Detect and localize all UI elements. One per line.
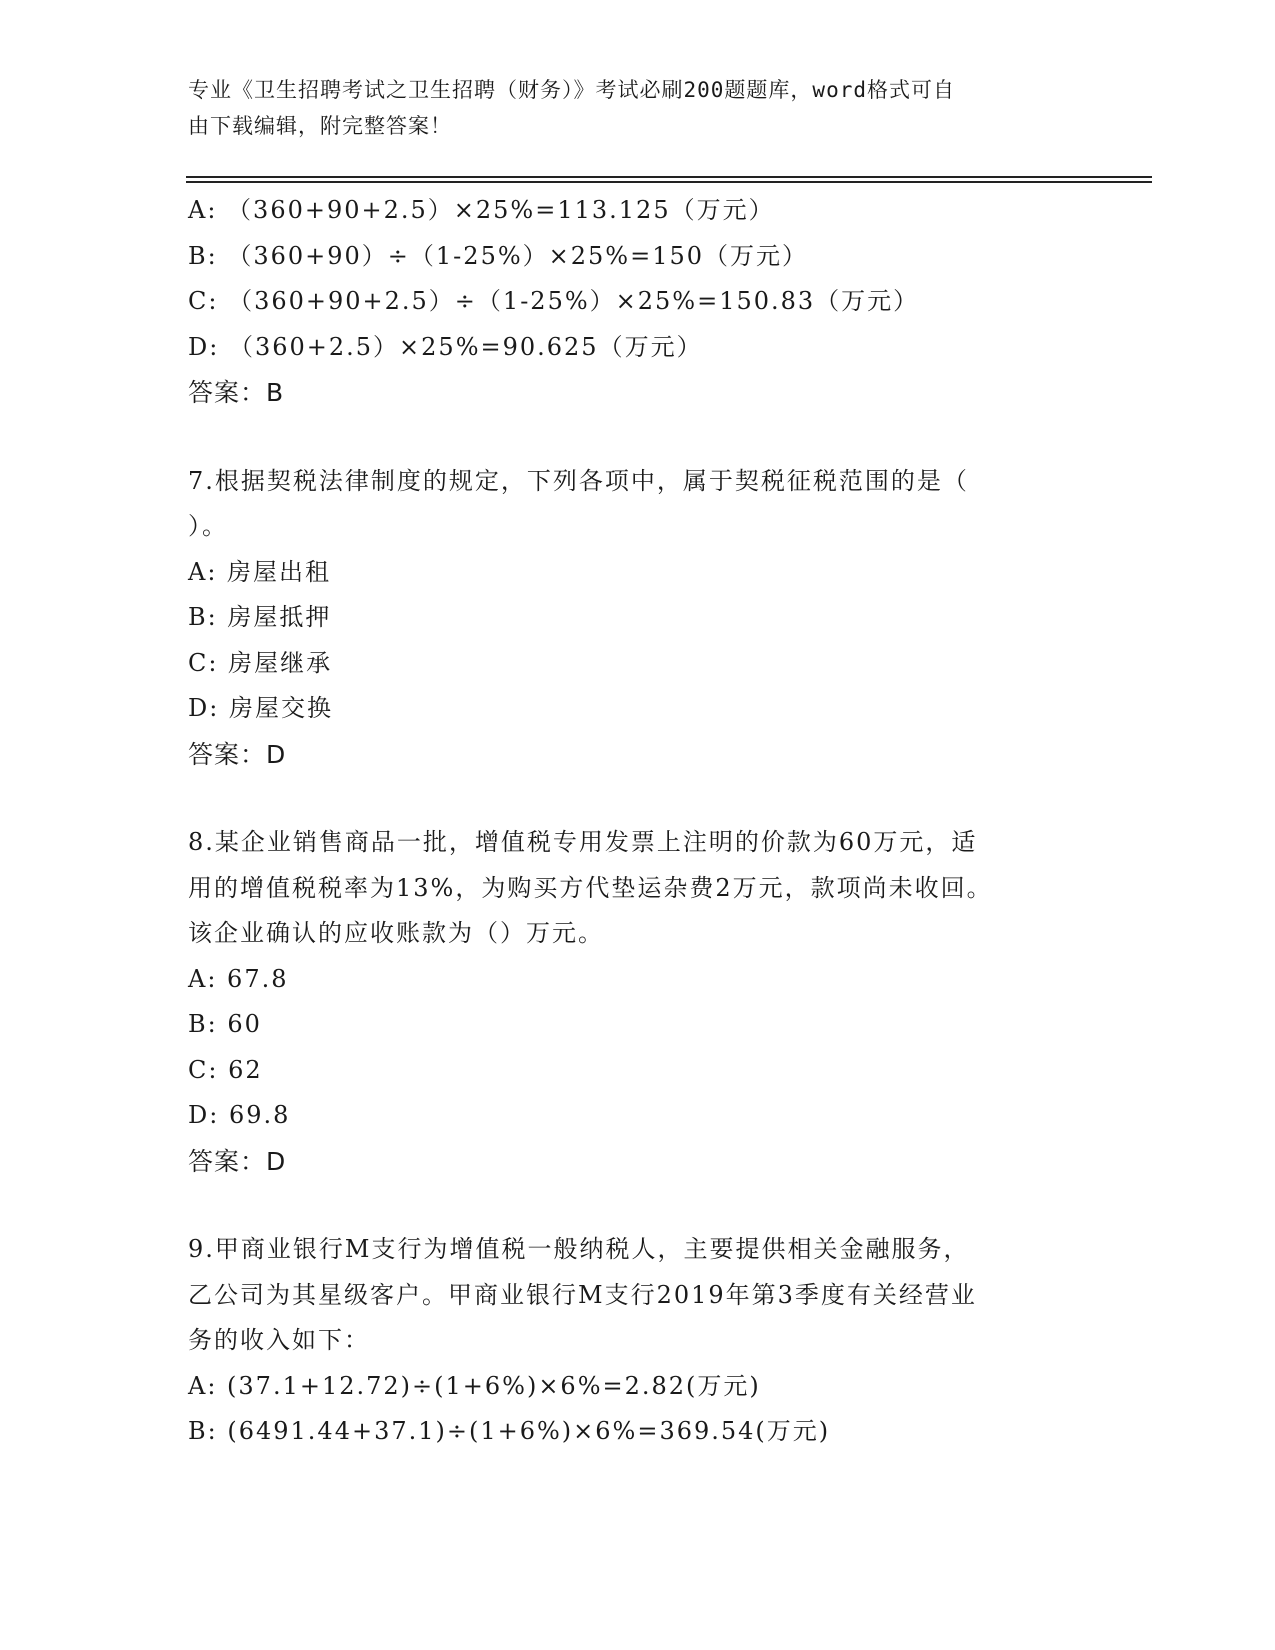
- question-stem-line: 该企业确认的应收账款为（）万元。: [188, 919, 604, 947]
- header-divider-bottom: [186, 181, 1152, 183]
- option-b: B: 房屋抵押: [188, 603, 332, 631]
- spacer: [188, 777, 1088, 820]
- option-d: D: （360+2.5）×25%=90.625（万元）: [188, 332, 703, 361]
- question-9: [188, 1227, 1088, 1455]
- question-stem-line: 务的收入如下：: [188, 1326, 370, 1354]
- answer: 答案：B: [188, 378, 285, 407]
- question-stem-line: ）。: [188, 512, 228, 540]
- spacer: [188, 1184, 1088, 1227]
- question-8: [188, 820, 1088, 1184]
- question-7: [188, 459, 1088, 778]
- question-stem-line: 乙公司为其星级客户。甲商业银行M支行2019年第3季度有关经营业: [188, 1280, 977, 1309]
- option-c: C: 房屋继承: [188, 648, 333, 677]
- question-stem-line: 8.某企业销售商品一批，增值税专用发票上注明的价款为60万元，适: [188, 828, 978, 856]
- header-line-2: 由下载编辑，附完整答案！: [188, 114, 452, 138]
- answer: 答案：D: [188, 739, 287, 769]
- option-c: C: （360+90+2.5）÷（1-25%）×25%=150.83（万元）: [188, 287, 920, 315]
- header-line-1: 专业《卫生招聘考试之卫生招聘（财务）》考试必刷200题题库，word格式可自: [188, 78, 955, 102]
- option-a: A: (37.1+12.72)÷(1+6%)×6%=2.82(万元): [188, 1371, 761, 1400]
- option-a: A: 67.8: [188, 964, 289, 993]
- answer: 答案：D: [188, 1146, 287, 1176]
- question-6: [188, 188, 1088, 416]
- option-a: A: （360+90+2.5）×25%=113.125（万元）: [188, 196, 775, 224]
- question-stem-line: 9.甲商业银行M支行为增值税一般纳税人，主要提供相关金融服务，: [188, 1235, 970, 1263]
- document-header: [188, 72, 1068, 144]
- option-d: D: 房屋交换: [188, 694, 333, 722]
- option-b: B: （360+90）÷（1-25%）×25%=150（万元）: [188, 241, 809, 270]
- question-stem-line: 7.根据契税法律制度的规定，下列各项中，属于契税征税范围的是（: [188, 466, 969, 495]
- question-list: [188, 188, 1088, 1455]
- spacer: [188, 416, 1088, 459]
- header-divider-top: [186, 176, 1152, 178]
- option-b: B: 60: [188, 1010, 262, 1038]
- option-c: C: 62: [188, 1055, 263, 1084]
- option-b: B: (6491.44+37.1)÷(1+6%)×6%=369.54(万元): [188, 1417, 831, 1445]
- option-d: D: 69.8: [188, 1101, 291, 1129]
- question-stem-line: 用的增值税税率为13%，为购买方代垫运杂费2万元，款项尚未收回。: [188, 873, 993, 902]
- option-a: A: 房屋出租: [188, 557, 332, 586]
